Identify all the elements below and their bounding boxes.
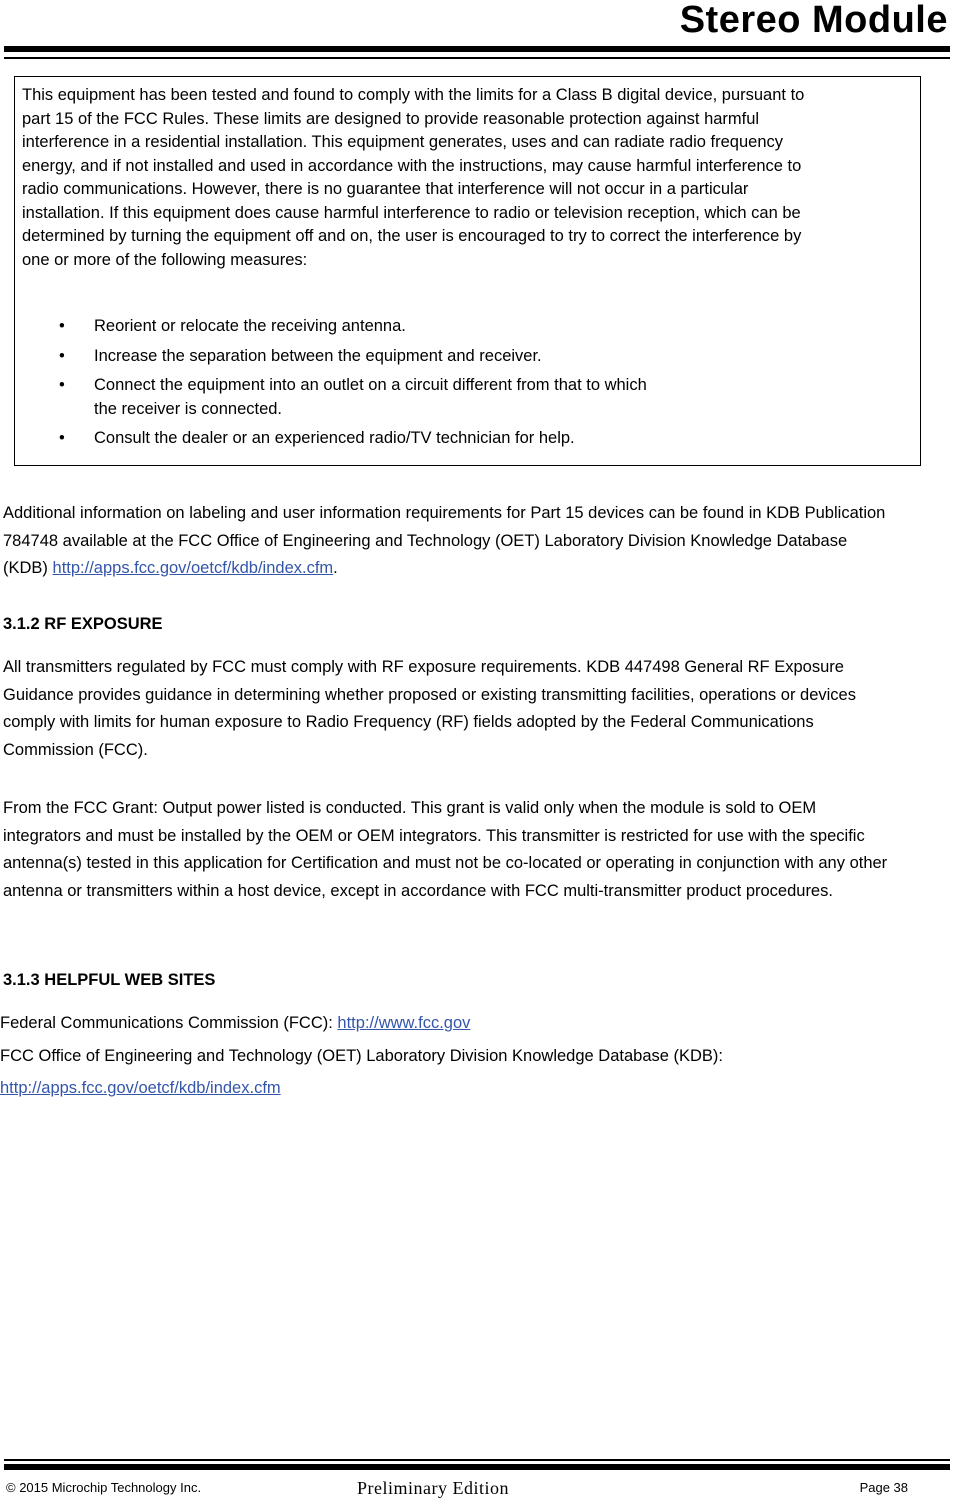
kdb-link[interactable]: http://apps.fcc.gov/oetcf/kdb/index.cfm xyxy=(52,559,334,577)
fcc-notice-box xyxy=(14,76,921,466)
list-item xyxy=(15,315,895,339)
fcc-site-label: Federal Communications Commission (FCC): xyxy=(0,1014,338,1032)
list-item xyxy=(15,427,895,451)
header-rule-thick xyxy=(4,46,950,52)
rf-exposure-paragraph-1: All transmitters regulated by FCC must comply with RF exposure requirements. KDB 447498 General RF Exposure Guidance provides guidance in determining whether proposed or existing transmitting facilities, operations or devices comply with limits for human exposure to Radio Frequency (RF) fields adopted by the Federal Communications Commission (FCC). xyxy=(3,658,856,759)
footer-rule-thin xyxy=(4,1459,950,1461)
helpful-sites-heading: 3.1.3 HELPFUL WEB SITES xyxy=(3,971,216,989)
kdb-site-label: FCC Office of Engineering and Technology (OET) Laboratory Division Knowledge Database (KDB): xyxy=(0,1047,724,1065)
fcc-gov-link[interactable]: http://www.fcc.gov xyxy=(337,1014,471,1032)
kdb-site-line xyxy=(0,1075,890,1103)
header-rule-thin xyxy=(4,57,950,59)
list-item-text: Increase the separation between the equipment and receiver. xyxy=(94,346,542,365)
list-item-text: Reorient or relocate the receiving antenna. xyxy=(94,317,406,335)
fcc-measures-list xyxy=(15,315,895,457)
kdb-site-link[interactable]: http://apps.fcc.gov/oetcf/kdb/index.cfm xyxy=(0,1079,281,1097)
list-item-text: Consult the dealer or an experienced radio/TV technician for help. xyxy=(94,429,575,447)
bullet-marker: • xyxy=(59,429,65,447)
rf-exposure-paragraph-2: From the FCC Grant: Output power listed is conducted. This grant is valid only when the module is sold to OEM integrators and must be installed by the OEM or OEM integrators. This transmitter is restricted for use with the specific antenna(s) tested in this application for Certification and must not be co-located or operating in conjunction with any other antenna or transmitters within a host device, except in accordance with FCC multi-transmitter product procedures. xyxy=(3,799,888,900)
list-item-text: Connect the equipment into an outlet on a circuit different from that to which the receiver is connected. xyxy=(94,376,647,418)
footer-copyright: © 2015 Microchip Technology Inc. xyxy=(6,1480,202,1495)
list-item xyxy=(15,345,895,369)
fcc-notice-paragraph: This equipment has been tested and found to comply with the limits for a Class B digital device, pursuant to part 15 of the FCC Rules. These limits are designed to provide reasonable protection against harmful interference in a residential installation. This equipment generates, uses and can radiate radio frequency energy, and if not installed and used in accordance with the instructions, may cause harmful interference to radio communications. However, there is no guarantee that interference will not occur in a particular installation. If this equipment does cause harmful interference to radio or television reception, which can be determined by turning the equipment off and on, the user is encouraged to try to correct the interference by one or more of the following measures: xyxy=(22,86,805,269)
footer-page-number: Page 38 xyxy=(859,1480,908,1495)
fcc-site-line xyxy=(0,1010,890,1038)
bullet-marker: • xyxy=(59,317,65,335)
additional-info-paragraph xyxy=(3,500,893,583)
rf-exposure-heading: 3.1.2 RF EXPOSURE xyxy=(3,615,163,633)
footer-edition: Preliminary Edition xyxy=(357,1478,509,1498)
additional-info-text: Additional information on labeling and user information requirements for Part 15 devices can be found in KDB Publication 784748 available at the FCC Office of Engineering and Technology (OET) Laboratory Division Knowledge Database (KDB) xyxy=(3,504,886,577)
bullet-marker: • xyxy=(59,346,65,365)
list-item xyxy=(15,374,895,421)
bullet-marker: • xyxy=(59,376,65,394)
footer-rule-thick xyxy=(4,1464,950,1470)
additional-info-period: . xyxy=(333,559,338,577)
page-title: Stereo Module xyxy=(679,0,948,41)
